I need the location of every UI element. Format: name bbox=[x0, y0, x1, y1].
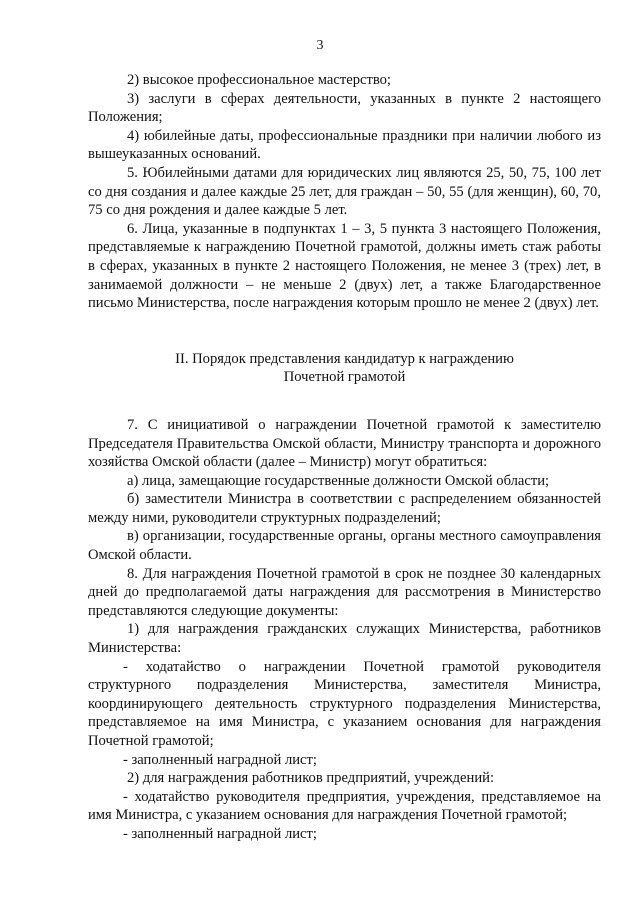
page-number: 3 bbox=[316, 38, 324, 53]
section-heading-line-2: Почетной грамотой bbox=[283, 369, 406, 386]
paragraph-8-1: 1) для награждения гражданских служащих Министерства, работников Министерства: bbox=[88, 621, 601, 657]
paragraph-7a: а) лица, замещающие государственные должности Омской области; bbox=[127, 472, 550, 489]
paragraph-8-2: 2) для награждения работников предприятий, учреждений: bbox=[127, 770, 494, 787]
item-2: 2) высокое профессиональное мастерство; bbox=[127, 72, 391, 88]
paragraph-7c: в) организации, государственные органы, органы местного самоуправления Омской области. bbox=[88, 528, 601, 564]
paragraph-8-1-dash-2: - заполненный наградной лист; bbox=[123, 751, 317, 768]
section-heading-line-1: II. Порядок представления кандидатур к награждению bbox=[175, 350, 514, 367]
paragraph-8-2-dash-2: - заполненный наградной лист; bbox=[123, 825, 317, 842]
paragraph-8-2-dash-1: - ходатайство руководителя предприятия, учреждения, представляемое на имя Министра, с указанием основания для награждения Почетной грамотой; bbox=[88, 788, 601, 824]
document-body bbox=[88, 71, 601, 844]
item-3: 3) заслуги в сферах деятельности, указанных в пункте 2 настоящего Положения; bbox=[88, 90, 601, 126]
section-heading bbox=[88, 350, 601, 387]
paragraph-7: 7. С инициативой о награждении Почетной грамотой к заместителю Председателя Правительства Омской области, Министру транспорта и дорожного хозяйства Омской области (далее – Министр) могут обратиться: bbox=[88, 416, 601, 471]
paragraph-7b: б) заместители Министра в соответствии с распределением обязанностей между ними, руководители структурных подразделений; bbox=[88, 491, 601, 526]
paragraph-5: 5. Юбилейными датами для юридических лиц являются 25, 50, 75, 100 лет со дня создания и далее каждые 25 лет, для граждан – 50, 55 (для женщин), 60, 70, 75 со дня рождения и далее каждые 5 лет. bbox=[88, 164, 601, 219]
paragraph-8: 8. Для награждения Почетной грамотой в срок не позднее 30 календарных дней до предполагаемой даты награждения для рассмотрения в Министерство представляются следующие документы: bbox=[88, 565, 601, 619]
paragraph-6: 6. Лица, указанные в подпунктах 1 – 3, 5 пункта 3 настоящего Положения, представляемые к награждению Почетной грамотой, должны иметь стаж работы в сферах, указанных в пункте 2 настоящего Положения, не менее 3 (трех) лет, в занимаемой должности – не меньше 2 (двух) лет, а также Благодарственное письмо Министерства, после награждения которым прошло не менее 2 (двух) лет. bbox=[88, 220, 601, 312]
item-4: 4) юбилейные даты, профессиональные праздники при наличии любого из вышеуказанных оснований. bbox=[88, 127, 601, 163]
paragraph-8-1-dash-1: - ходатайство о награждении Почетной грамотой руководителя структурного подразделения Министерства, заместителя Министра, координирующего деятельность структурного подразделения Министерства, представляемое на имя Министра, с указанием основания для награждения Почетной грамотой; bbox=[88, 658, 601, 749]
